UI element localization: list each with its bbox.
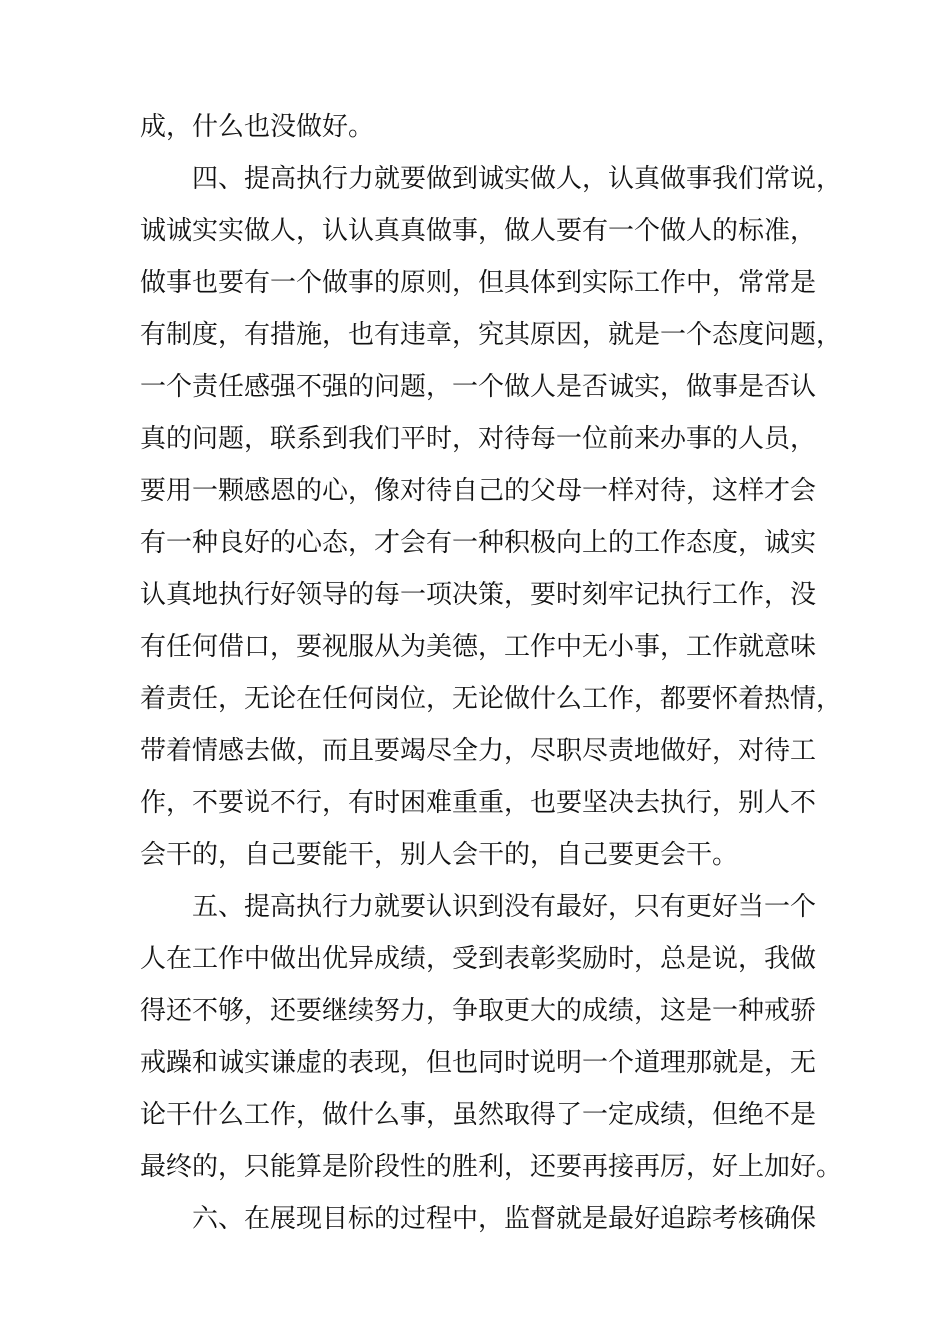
text-line: 戒躁和诚实谦虚的表现，但也同时说明一个道理那就是，无 (140, 1048, 817, 1078)
text-line: 着责任，无论在任何岗位，无论做什么工作，都要怀着热情， (140, 684, 843, 714)
text-line: 有一种良好的心态，才会有一种积极向上的工作态度，诚实 (140, 528, 817, 558)
text-line: 认真地执行好领导的每一项决策，要时刻牢记执行工作，没 (140, 580, 817, 610)
text-line: 得还不够，还要继续努力，争取更大的成绩，这是一种戒骄 (140, 996, 817, 1026)
text-line: 真的问题，联系到我们平时，对待每一位前来办事的人员， (140, 424, 817, 454)
paragraph-four-start: 四、提高执行力就要做到诚实做人，认真做事我们常说， (192, 164, 843, 194)
text-line: 做事也要有一个做事的原则，但具体到实际工作中，常常是 (140, 268, 817, 298)
text-line: 论干什么工作，做什么事，虽然取得了一定成绩，但绝不是 (140, 1100, 817, 1130)
text-line: 诚诚实实做人，认认真真做事，做人要有一个做人的标准， (140, 216, 817, 246)
paragraph-six-start: 六、在展现目标的过程中，监督就是最好追踪考核确保 (192, 1204, 817, 1234)
text-line: 成，什么也没做好。 (140, 112, 375, 142)
text-line: 要用一颗感恩的心，像对待自己的父母一样对待，这样才会 (140, 476, 817, 506)
text-line: 有制度，有措施，也有违章，究其原因，就是一个态度问题， (140, 320, 843, 350)
text-line: 会干的，自己要能干，别人会干的，自己要更会干。 (140, 840, 739, 870)
text-line: 作，不要说不行，有时困难重重，也要坚决去执行，别人不 (140, 788, 817, 818)
text-line: 有任何借口，要视服从为美德，工作中无小事，工作就意味 (140, 632, 817, 662)
paragraph-five-start: 五、提高执行力就要认识到没有最好，只有更好当一个 (192, 892, 817, 922)
text-line: 人在工作中做出优异成绩，受到表彰奖励时，总是说，我做 (140, 944, 817, 974)
text-line: 一个责任感强不强的问题，一个做人是否诚实，做事是否认 (140, 372, 817, 402)
text-line: 带着情感去做，而且要竭尽全力，尽职尽责地做好，对待工 (140, 736, 817, 766)
text-line: 最终的，只能算是阶段性的胜利，还要再接再厉，好上加好。 (140, 1152, 843, 1182)
